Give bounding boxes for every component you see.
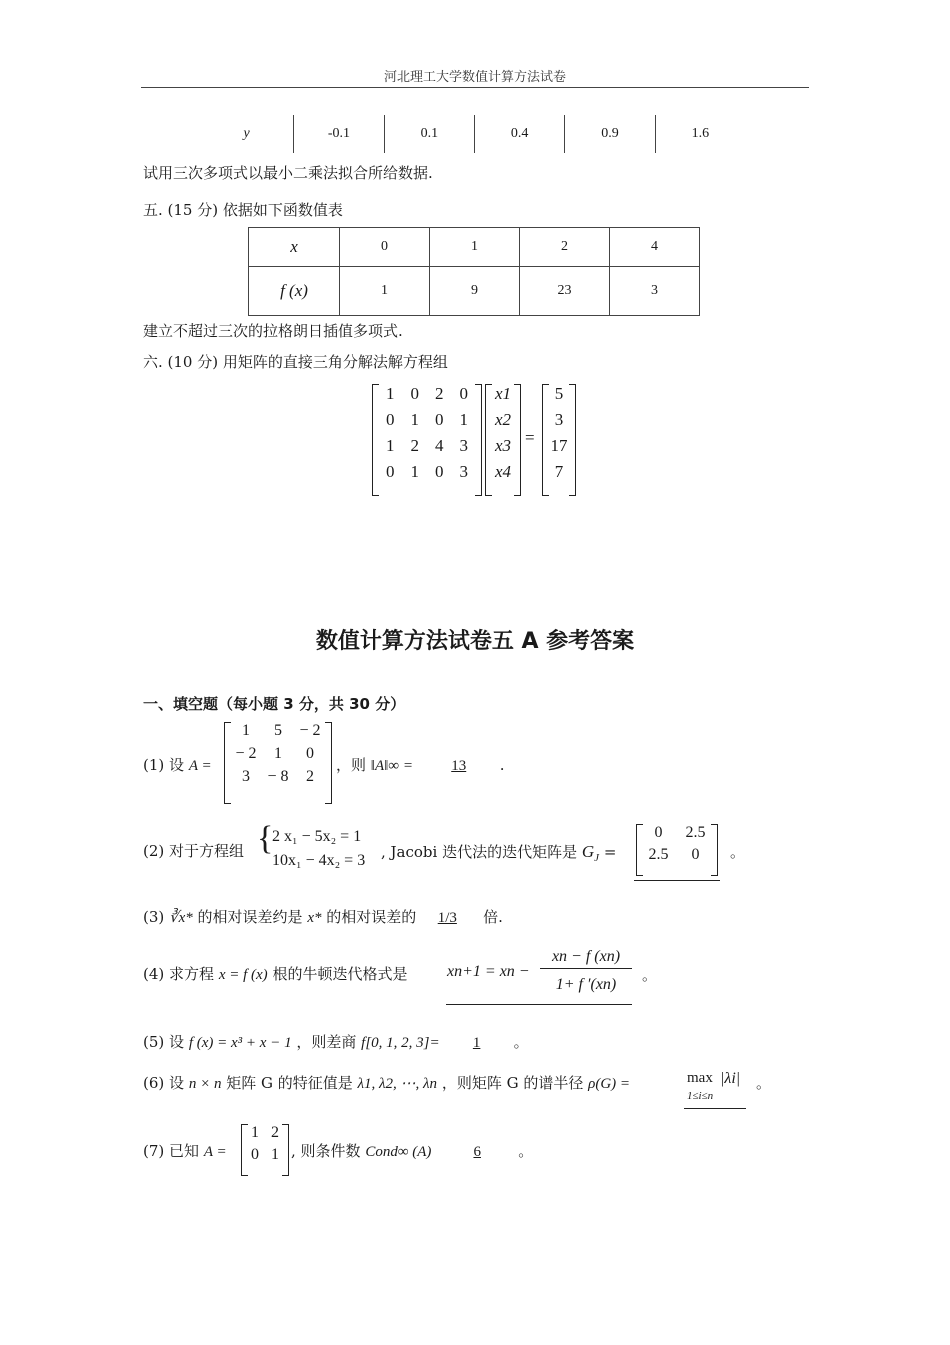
answer-1-tail [336, 754, 505, 775]
spectral-radius: ρ(G) = [588, 1076, 631, 1092]
jacobi-matrix [636, 824, 718, 876]
item-number: (3) [143, 908, 165, 926]
max-operator: max [687, 1070, 713, 1086]
xstar: x* [307, 910, 322, 926]
fx-label: f (x) [249, 267, 340, 316]
item-text: ，则矩阵 G 的谱半径 [441, 1074, 584, 1092]
matrix-var: A = [203, 1144, 227, 1160]
eigen-abs: |λi| [720, 1070, 741, 1087]
matrix-entry: 2 [410, 436, 419, 455]
item-text: 矩阵 G 的特征值是 [226, 1074, 353, 1092]
item-number: (1) [143, 756, 165, 774]
condition-number: Cond∞ (A) [365, 1144, 432, 1160]
matrix-entry: 1 [410, 410, 419, 429]
rhs-entry: 5 [554, 384, 564, 403]
item-text: 设 [169, 756, 185, 774]
equation-system [272, 825, 365, 873]
cube-root-expression: ∛x* [169, 910, 193, 926]
eigenvalues: λ1, λ2, ⋯, λn [357, 1076, 438, 1092]
matrix-entry: 0 [410, 384, 419, 403]
matrix-entry: 2 [306, 768, 314, 785]
matrix-entry: 0 [654, 824, 663, 841]
matrix-entry: 0 [435, 462, 444, 481]
unknown-entry: x3 [494, 436, 512, 455]
matrix-entry: 1 [459, 410, 468, 429]
equals-sign: = [603, 843, 617, 861]
matrix-entry: 1 [251, 1124, 259, 1141]
matrix-entry: 1 [386, 436, 395, 455]
matrix-entry: 2 [271, 1124, 279, 1141]
y-cell: 0.9 [564, 115, 654, 153]
matrix-entry: − 8 [267, 768, 289, 785]
item-text: , 则条件数 [291, 1142, 361, 1160]
function-def: f (x) = x³ + x − 1 [188, 1035, 292, 1051]
header-divider [141, 87, 809, 88]
dimension: n × n [188, 1076, 222, 1092]
equation-2: 10x₁ − 4x₂ = 3 [272, 852, 366, 869]
item-text: ，则差商 [296, 1033, 357, 1051]
x-cell: 4 [610, 228, 700, 267]
coefficient-matrix [372, 384, 482, 496]
matrix-entry: 0 [386, 462, 395, 481]
unknown-entry: x1 [494, 384, 512, 403]
max-subscript: 1≤i≤n [687, 1090, 714, 1102]
matrix-entry: 1 [410, 462, 419, 481]
q5-heading: 五. (15 分) 依据如下函数值表 [143, 201, 343, 219]
rhs-entry: 3 [554, 410, 564, 429]
matrix-entry: 3 [242, 768, 250, 785]
fx-cell: 9 [430, 267, 520, 316]
item-text: 的相对误差约是 [197, 908, 303, 926]
matrix-entry: 2.5 [685, 824, 706, 841]
newton-lhs: xn+1 = xn − [447, 963, 530, 980]
x-cell: 1 [430, 228, 520, 267]
fx-cell: 1 [340, 267, 430, 316]
header-title: 河北理工大学数值计算方法试卷 [383, 70, 566, 85]
answer-underline [446, 1004, 632, 1005]
item-text: . [499, 756, 505, 774]
item-number: (2) [143, 842, 165, 860]
answer-item-1 [143, 754, 212, 775]
q5-instruction: 建立不超过三次的拉格朗日插值多项式. [143, 322, 403, 340]
x-cell: 0 [340, 228, 430, 267]
matrix-a7 [241, 1124, 289, 1176]
matrix-entry: 0 [435, 410, 444, 429]
matrix-entry: 0 [691, 846, 700, 863]
unknown-vector [485, 384, 521, 496]
matrix-entry: 2.5 [648, 846, 669, 863]
divided-difference: f[0, 1, 2, 3]= [361, 1035, 440, 1051]
brace-icon: { [257, 820, 274, 857]
matrix-entry: 0 [386, 410, 395, 429]
item-end: 。 [756, 1074, 772, 1092]
item-end: 。 [730, 843, 746, 861]
answer-underline [684, 1108, 746, 1109]
rhs-vector [542, 384, 576, 496]
item-text: ，则 [336, 756, 367, 774]
item-text: 求方程 [169, 965, 215, 983]
matrix-entry: 0 [251, 1146, 259, 1163]
answer-item-5 [143, 1031, 529, 1052]
x-cell: 2 [520, 228, 610, 267]
q6-heading: 六. (10 分) 用矩阵的直接三角分解法解方程组 [143, 353, 448, 371]
matrix-entry: 4 [435, 436, 444, 455]
answer-item-4 [143, 963, 407, 984]
unknown-entry: x4 [494, 462, 512, 481]
item-text: 已知 [169, 1142, 200, 1160]
rhs-entry: 7 [554, 462, 564, 481]
matrix-entry: 1 [274, 745, 282, 762]
answer-2-text [381, 841, 616, 864]
item-end: 。 [642, 966, 658, 984]
item-text: 对于方程组 [169, 842, 245, 860]
rhs-entry: 17 [550, 436, 568, 455]
item-text: 。 [518, 1142, 534, 1160]
item-text: 设 [169, 1074, 185, 1092]
equation: x = f (x) [218, 967, 268, 983]
answer-blank: 1/3 [437, 910, 457, 926]
y-cell: 1.6 [655, 115, 745, 153]
item-number: (7) [143, 1142, 165, 1160]
matrix-entry: 1 [271, 1146, 279, 1163]
y-cell: 0.4 [474, 115, 564, 153]
q4-instruction: 试用三次多项式以最小二乘法拟合所给数据. [143, 164, 433, 182]
answer-item-6 [143, 1072, 630, 1093]
fx-cell: 3 [610, 267, 700, 316]
answer-7-tail [291, 1140, 533, 1161]
matrix-entry: 3 [459, 436, 468, 455]
gj-subscript: J [594, 852, 600, 864]
x-label: x [249, 228, 340, 267]
matrix-entry: 1 [242, 722, 250, 739]
matrix-entry: − 2 [235, 745, 257, 762]
matrix-entry: 5 [274, 722, 282, 739]
answer-blank: 6 [473, 1144, 481, 1160]
answer-item-2 [143, 840, 244, 861]
matrix-var: A = [188, 758, 212, 774]
fx-cell: 23 [520, 267, 610, 316]
answer-title: 数值计算方法试卷五 A 参考答案 [315, 629, 635, 654]
answer-underline [634, 880, 720, 881]
newton-numerator: xn − f (xn) [540, 948, 632, 969]
item-text: , Jacobi 迭代法的迭代矩阵是 [381, 843, 578, 861]
answer-item-3 [143, 906, 503, 927]
answer-item-7 [143, 1140, 227, 1161]
item-text: 。 [513, 1033, 529, 1051]
item-number: (4) [143, 965, 165, 983]
answer-blank: 1 [472, 1035, 481, 1051]
newton-denominator: 1+ f ′(xn) [555, 976, 617, 993]
matrix-entry: 2 [435, 384, 444, 403]
matrix-entry: 3 [459, 462, 468, 481]
norm-expression: ‖A‖∞ = [370, 758, 413, 774]
y-cell: 0.1 [384, 115, 474, 153]
y-values-table [200, 115, 745, 153]
unknown-entry: x2 [494, 410, 512, 429]
item-text: 根的牛顿迭代格式是 [272, 965, 408, 983]
y-cell: -0.1 [293, 115, 383, 153]
section-heading: 一、填空题（每小题 3 分，共 30 分） [143, 695, 406, 713]
equals-sign: = [525, 428, 535, 447]
matrix-a [224, 722, 332, 804]
answer-blank: 13 [451, 758, 467, 774]
equation-1: 2 x₁ − 5x₂ = 1 [272, 828, 362, 845]
item-number: (5) [143, 1033, 165, 1051]
matrix-entry: 0 [459, 384, 468, 403]
item-text: 倍. [483, 908, 503, 926]
item-text: 设 [169, 1033, 185, 1051]
y-label: y [243, 126, 250, 141]
matrix-entry: 0 [306, 745, 314, 762]
item-text: 的相对误差的 [326, 908, 417, 926]
gj-symbol: G [581, 842, 595, 861]
matrix-entry: − 2 [299, 722, 321, 739]
matrix-entry: 1 [386, 384, 395, 403]
function-value-table [248, 227, 700, 316]
item-number: (6) [143, 1074, 165, 1092]
